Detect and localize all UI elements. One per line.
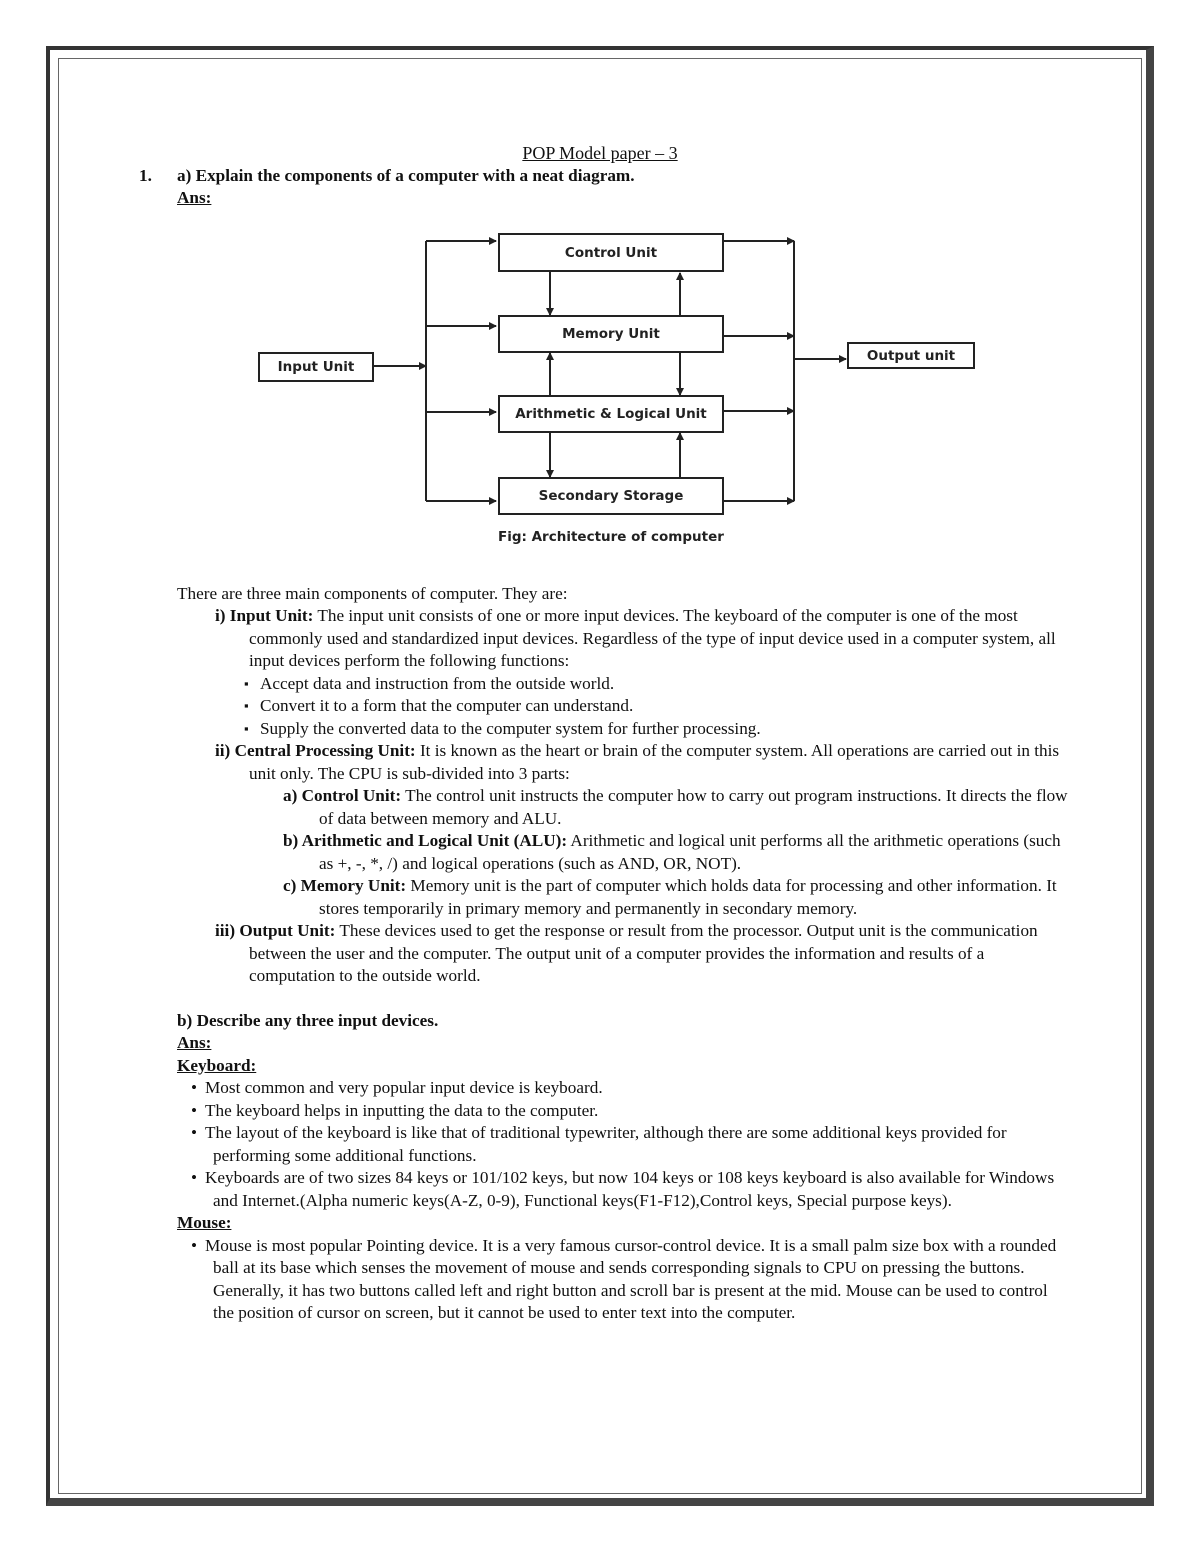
- alu-paragraph: b) Arithmetic and Logical Unit (ALU): Arithmetic and logical unit performs all the arithmetic operations (such as +, -, *, /) and logical operations (such as AND, OR, NOT).: [283, 831, 1061, 873]
- output-unit-paragraph: iii) Output Unit: These devices used to get the response or result from the processor. Output unit is the communication between the user and the computer. The output unit of a computer provides the information and results of a computation to the outside world.: [215, 921, 1038, 985]
- page-title: POP Model paper – 3: [522, 143, 678, 163]
- alu-box: Arithmetic & Logical Unit: [498, 395, 724, 433]
- intro-text: There are three main components of computer. They are:: [177, 583, 568, 603]
- output-unit-box: Output unit: [847, 342, 975, 369]
- diagram-caption: Fig: Architecture of computer: [498, 529, 724, 545]
- question-1b: b) Describe any three input devices.: [177, 1010, 439, 1030]
- list-item: ▪ Convert it to a form that the computer can understand.: [246, 695, 1069, 718]
- list-item: • Mouse is most popular Pointing device. It is a very famous cursor-control device. It is a small palm size box with a rounded ball at its base which senses the movement of mouse and sends corresponding signals to CPU on pressing the buttons. Generally, it has two buttons called left and right button and scroll bar is present at the mid. Mouse can be used to control the position of cursor on screen, but it cannot be used to enter text into the computer.: [191, 1235, 1057, 1322]
- question-1a: [139, 165, 1069, 188]
- list-item: ▪ Accept data and instruction from the outside world.: [246, 673, 1069, 696]
- mouse-heading: Mouse:: [177, 1213, 232, 1232]
- memory-unit-paragraph: c) Memory Unit: Memory unit is the part of computer which holds data for processing and other information. It stores temporarily in primary memory and permanently in secondary memory.: [283, 876, 1057, 918]
- answer-label-1b: Ans:: [177, 1033, 212, 1052]
- list-item: • The layout of the keyboard is like that of traditional typewriter, although there are some additional keys provided for performing some additional functions.: [191, 1123, 1007, 1165]
- input-unit-box: Input Unit: [258, 352, 374, 382]
- memory-unit-box: Memory Unit: [498, 315, 724, 353]
- control-unit-box: Control Unit: [498, 233, 724, 272]
- input-unit-paragraph: i) Input Unit: The input unit consists of one or more input devices. The keyboard of the computer is one of the most commonly used and standardized input devices. Regardless of the type of input device used in a computer system, all input devices perform the following functions:: [215, 606, 1056, 670]
- control-unit-paragraph: a) Control Unit: The control unit instructs the computer how to carry out program instructions. It directs the flow of data between memory and ALU.: [283, 786, 1068, 828]
- document-body: [139, 142, 1069, 1325]
- cpu-paragraph: ii) Central Processing Unit: It is known as the heart or brain of the computer system. All operations are carried out in this unit only. The CPU is sub-divided into 3 parts:: [215, 741, 1060, 783]
- question-1a-text: a) Explain the components of a computer with a neat diagram.: [177, 165, 635, 185]
- list-item: • The keyboard helps in inputting the data to the computer.: [191, 1100, 599, 1120]
- list-item: • Keyboards are of two sizes 84 keys or 101/102 keys, but now 104 keys or 108 keys keyboard is also available for Windows and Internet.(Alpha numeric keys(A-Z, 0-9), Functional keys(F1-F12),Control keys, Special purpose keys).: [191, 1168, 1055, 1210]
- keyboard-heading: Keyboard:: [177, 1055, 257, 1075]
- answer-label-1a: Ans:: [177, 188, 212, 207]
- list-item: ▪ Supply the converted data to the computer system for further processing.: [246, 718, 1069, 741]
- list-item: • Most common and very popular input device is keyboard.: [191, 1078, 603, 1097]
- diagram-spacer: [139, 210, 1069, 583]
- secondary-storage-box: Secondary Storage: [498, 477, 724, 515]
- question-number: 1.: [139, 165, 152, 185]
